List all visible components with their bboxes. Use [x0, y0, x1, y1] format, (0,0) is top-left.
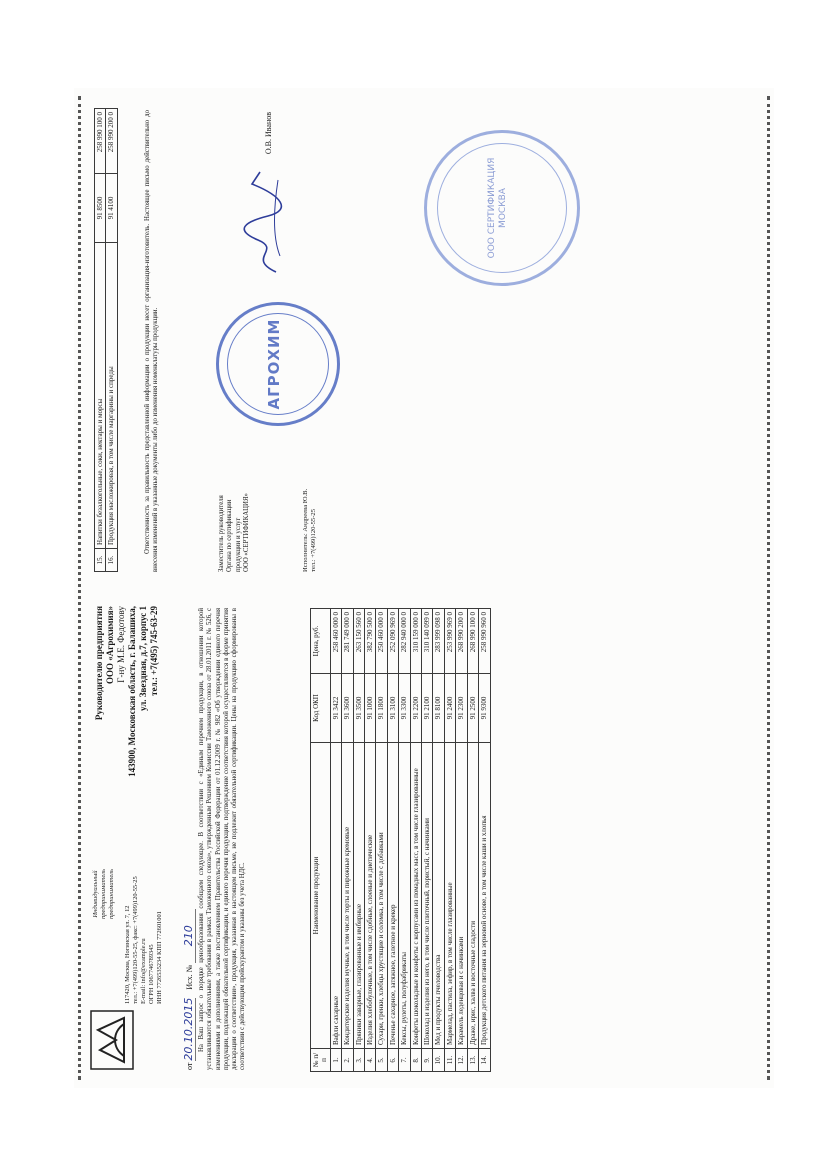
- handwritten-signature: [238, 166, 288, 276]
- intro-paragraph: На Ваш запрос о порядке ценообразования сообщаем следующее. В соответствии с «Единым перечнем продукции, в отношении которой устанавливаются обязательные требования в рамках Таможенного союза», утвержденным Решением Комиссии Таможенного союза от 28.01.2011 г. № 526, с изменениями и дополнениями, а также постановлением Правительства Российской Федерации от 01.12.2009 г. № 982 «Об утверждении единого перечня продукции, подлежащей обязательной сертификации, и единого перечня продукции, подтверждение соответствия которой осуществляется в форме принятия декларации о соответствии», продукция, указанная в настоящем письме, не подлежит обязательной сертификации. Цены на продукцию сформированы в соответствии с действующим прейскурантом и указаны без учета НДС.: [198, 608, 247, 1070]
- certification-stamp: [424, 130, 580, 286]
- outgoing-date: 20.10.2015: [182, 997, 195, 1061]
- table-row: [365, 609, 376, 1072]
- table-row: [444, 609, 455, 1072]
- product-name: Изделия хлебобулочные, в том числе сдобные, слоеные и диетические: [365, 743, 376, 1049]
- addressee-block: [94, 606, 160, 796]
- price-table-body: [330, 609, 490, 1072]
- row-number: 13.: [467, 1049, 478, 1072]
- addressee-org: ООО «Агрохимия»: [105, 606, 115, 684]
- table-row: [342, 609, 353, 1072]
- product-code: 91 3500: [353, 674, 364, 743]
- signer-line: продукции и услуг: [234, 517, 242, 572]
- executor-phone: тел.: +7(499)120-55-25: [310, 509, 317, 572]
- signer-line: Органа по сертификации: [226, 499, 234, 572]
- price-table-continuation: [94, 108, 118, 572]
- page-border-bottom: [767, 96, 770, 1080]
- row-number: 7.: [399, 1049, 410, 1072]
- addressee-name: Г-ну М.Е. Федотову: [116, 606, 126, 683]
- sender-email: E-mail: info@example.ru: [140, 938, 147, 1004]
- table-row: [387, 609, 398, 1072]
- product-price: 283 999 098 0: [433, 609, 444, 674]
- row-number: 6.: [387, 1049, 398, 1072]
- addressee-street: ул. Звездная, д.7, корпус 1: [138, 606, 148, 712]
- product-price: 310 159 000 0: [410, 609, 421, 674]
- product-price: 268 990 200 0: [456, 609, 467, 674]
- product-price: 258 990 100 0: [95, 109, 106, 174]
- product-name: Карамель леденцовая и с начинками: [456, 743, 467, 1049]
- table-row: [376, 609, 387, 1072]
- product-name: Вафли сахарные: [330, 743, 341, 1049]
- sender-phone: тел.: +7(499)120-55-25, факс: +7(499)120-55-25: [132, 876, 139, 1004]
- table-row: [456, 609, 467, 1072]
- addressee-address: 143900, Московская область, г. Балашиха,: [127, 606, 137, 777]
- product-price: 310 140 099 0: [422, 609, 433, 674]
- row-number: 14.: [479, 1049, 490, 1072]
- product-price: 258 460 000 0: [330, 609, 341, 674]
- product-name: Мед и продукты пчеловодства: [433, 743, 444, 1049]
- product-price: 263 150 560 0: [353, 609, 364, 674]
- product-name: Продукция детского питания на зерновой основе, в том числе каши и хлопья: [479, 743, 490, 1049]
- row-number: 11.: [444, 1049, 455, 1072]
- row-number: 4.: [365, 1049, 376, 1072]
- table-row: [422, 609, 433, 1072]
- product-name: Кексы, рулеты, полуфабрикаты: [399, 743, 410, 1049]
- header-price: Цена, руб.: [311, 609, 331, 674]
- product-name: Кондитерские изделия мучные, в том числе торты и пирожные кремовые: [342, 743, 353, 1049]
- page-border-top: [78, 96, 81, 1080]
- product-code: 91 2300: [456, 674, 467, 743]
- row-number: 9.: [422, 1049, 433, 1072]
- product-name: Драже, ирис, халва и восточные сладости: [467, 743, 478, 1049]
- table-row: [399, 609, 410, 1072]
- product-name: Сухари, гренки, хлебцы хрустящие и соломка, в том числе с добавками: [376, 743, 387, 1049]
- product-price: 268 990 100 0: [467, 609, 478, 674]
- product-code: 91 3300: [399, 674, 410, 743]
- sender-org-line: предприниматель: [108, 868, 115, 920]
- product-code: 91 2400: [444, 674, 455, 743]
- executor-block: [302, 489, 318, 572]
- signer-line: Заместитель руководителя: [218, 495, 225, 572]
- outgoing-date-prefix: от: [185, 1062, 194, 1070]
- product-price: 281 749 000 0: [342, 609, 353, 674]
- company-logo-icon: [90, 1010, 134, 1070]
- price-table-header-row: [311, 609, 331, 1072]
- product-name: Печенье сахарное, затяжное, галетное и крекер: [387, 743, 398, 1049]
- sender-org-line: предприниматель: [100, 868, 107, 920]
- product-price: 258 990 200 0: [106, 109, 117, 174]
- addressee-phone: тел.: +7(495) 745-63-29: [149, 606, 159, 696]
- outgoing-number: 210: [182, 909, 196, 963]
- stamp-text: АГРОХИМ: [265, 318, 283, 410]
- product-price: 258 990 960 0: [479, 609, 490, 674]
- row-number: 12.: [456, 1049, 467, 1072]
- product-name: Продукция масложировая, в том числе маргарины и спреды: [106, 243, 117, 549]
- row-number: 10.: [433, 1049, 444, 1072]
- product-price: 252 090 969 0: [387, 609, 398, 674]
- product-code: 91 8100: [433, 674, 444, 743]
- addressee-title: Руководителю предприятия: [94, 606, 104, 721]
- scanned-letter-page: [74, 88, 774, 1088]
- product-name: Конфеты шоколадные и конфеты с корпусами из помадных масс, в том числе глазированные: [410, 743, 421, 1049]
- product-name: Шоколад и изделия из него, в том числе плиточный, пористый, с начинками: [422, 743, 433, 1049]
- table-row: [410, 609, 421, 1072]
- table-row: [353, 609, 364, 1072]
- price-table: [310, 608, 491, 1072]
- letter-main-column: [88, 604, 760, 1074]
- product-code: 91 1800: [376, 674, 387, 743]
- sender-org-line: Индивидуальный: [92, 870, 99, 918]
- table-row: [479, 609, 490, 1072]
- product-code: 91 4100: [106, 174, 117, 243]
- table-row: [330, 609, 341, 1072]
- product-code: 91 2500: [467, 674, 478, 743]
- row-number: 8.: [410, 1049, 421, 1072]
- sender-inn: ИНН 7726535234 КПП 772601001: [156, 911, 163, 1004]
- product-name: Пряники заварные, глазированные и имбирные: [353, 743, 364, 1049]
- signer-name: О.В. Иванов: [264, 112, 273, 155]
- header-product-name: Наименование продукции: [311, 743, 331, 1049]
- price-table-continuation-body: [95, 109, 118, 572]
- product-code: 91 2100: [422, 674, 433, 743]
- product-code: 91 3422: [330, 674, 341, 743]
- sender-contacts: [124, 784, 164, 1004]
- table-row: [433, 609, 444, 1072]
- row-number: 5.: [376, 1049, 387, 1072]
- product-price: 382 790 500 0: [365, 609, 376, 674]
- row-number: 16.: [106, 549, 117, 572]
- product-name: Мармелад, пастила, зефир, в том числе глазированные: [444, 743, 455, 1049]
- product-code: 91 9300: [479, 674, 490, 743]
- product-code: 91 1000: [365, 674, 376, 743]
- row-number: 15.: [95, 549, 106, 572]
- sender-org-lines: [92, 784, 116, 1004]
- table-row: [95, 109, 106, 572]
- header-number: № п/п: [311, 1049, 331, 1072]
- product-price: 282 940 000 0: [399, 609, 410, 674]
- closing-paragraph: Ответственность за правильность представленной информации о продукции несет организация-изготовитель. Настоящее письмо действительно до внесения изменений в указанные документы либо до изменения номенклатуры продукции.: [144, 110, 160, 572]
- outgoing-number-prefix: Исх. №: [185, 964, 194, 990]
- table-row: [467, 609, 478, 1072]
- header-code: Код ОКП: [311, 674, 331, 743]
- executor-name: Исполнитель: Андреева Ю.В.: [302, 488, 309, 572]
- product-code: 91 3100: [387, 674, 398, 743]
- sender-ogrn: ОГРН 1067746789345: [148, 944, 155, 1004]
- product-price: 253 990 969 0: [444, 609, 455, 674]
- letter-second-column: [88, 104, 760, 576]
- product-name: Напитки безалкогольные, соки, нектары и морсы: [95, 243, 106, 549]
- product-code: 91 2200: [410, 674, 421, 743]
- sender-address: 117420, Москва, Ногинская ул. 7, 12: [124, 905, 131, 1004]
- product-code: 91 3600: [342, 674, 353, 743]
- product-code: 91 8500: [95, 174, 106, 243]
- signer-line: ООО «СЕРТИФИКАЦИЯ»: [242, 493, 250, 572]
- row-number: 2.: [342, 1049, 353, 1072]
- product-price: 250 460 000 0: [376, 609, 387, 674]
- row-number: 1.: [330, 1049, 341, 1072]
- company-stamp: [216, 302, 340, 426]
- stamp-text: ООО СЕРТИФИКАЦИЯ МОСКВА: [487, 157, 508, 259]
- row-number: 3.: [353, 1049, 364, 1072]
- table-row: [106, 109, 117, 572]
- outgoing-reference: [182, 909, 196, 1070]
